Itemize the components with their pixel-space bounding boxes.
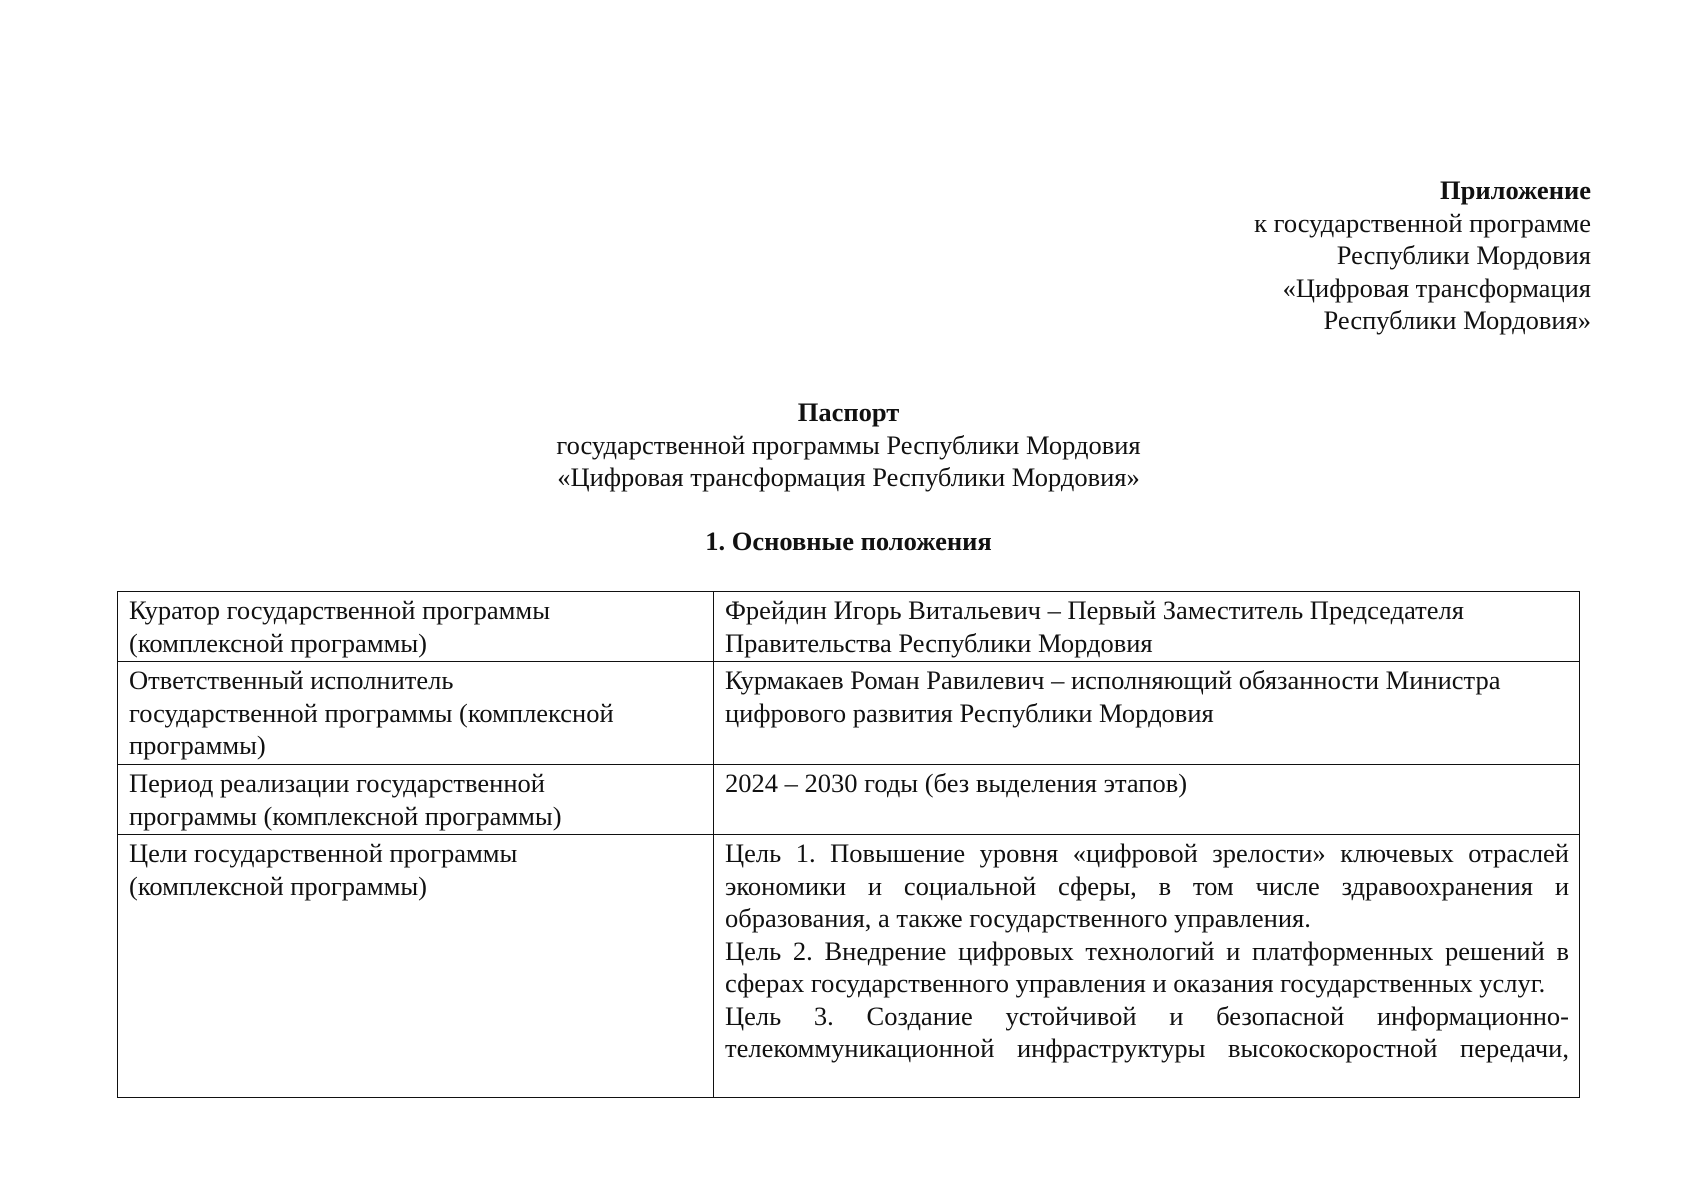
cell-text: (комплексной программы) bbox=[129, 627, 427, 658]
table-row bbox=[118, 662, 1580, 765]
table-row bbox=[118, 592, 1580, 662]
cell-text: программы (комплексной программы) bbox=[129, 800, 562, 831]
cell-text: Цели государственной программы bbox=[129, 838, 518, 868]
table-cell-value bbox=[714, 662, 1580, 765]
cell-text: государственной программы (комплексной bbox=[129, 697, 614, 728]
appendix-line: Республики Мордовия bbox=[1336, 240, 1591, 270]
table-cell-label bbox=[118, 662, 714, 765]
cell-text: цифрового развития Республики Мордовия bbox=[725, 697, 1214, 728]
table-row bbox=[118, 765, 1580, 835]
cell-text: Куратор государственной программы bbox=[129, 595, 551, 625]
passport-subtitle-line: государственной программы Республики Мордовия bbox=[556, 429, 1141, 460]
cell-text: Курмакаев Роман Равилевич – исполняющий обязанности Министра bbox=[725, 665, 1501, 695]
cell-text: Правительства Республики Мордовия bbox=[725, 627, 1153, 658]
table-row bbox=[118, 835, 1580, 1098]
appendix-block bbox=[1254, 174, 1591, 337]
section-heading: 1. Основные положения bbox=[705, 526, 992, 556]
cell-text: программы) bbox=[129, 730, 266, 760]
appendix-line: Республики Мордовия» bbox=[1323, 305, 1591, 335]
appendix-title: Приложение bbox=[1439, 175, 1591, 205]
goal-text: Цель 3. Создание устойчивой и безопасной информационно-телекоммуникационной инфраструктуры высокоскоростной передачи, bbox=[725, 1000, 1569, 1063]
cell-text: Ответственный исполнитель bbox=[129, 665, 454, 695]
table-cell-value bbox=[714, 835, 1580, 1098]
main-provisions-table bbox=[117, 591, 1580, 1098]
table-cell-label bbox=[118, 835, 714, 1098]
goal-text: Цель 2. Внедрение цифровых технологий и платформенных решений в сферах государственного управления и оказания государственных услуг. bbox=[725, 935, 1569, 998]
passport-subtitle-line: «Цифровая трансформация Республики Мордовия» bbox=[557, 462, 1140, 492]
cell-text: (комплексной программы) bbox=[129, 870, 427, 901]
appendix-line: «Цифровая трансформация bbox=[1282, 272, 1591, 303]
table-cell-label bbox=[118, 765, 714, 835]
cell-text: Период реализации государственной bbox=[129, 768, 545, 798]
table-cell-value bbox=[714, 592, 1580, 662]
passport-title-block bbox=[0, 396, 1697, 494]
cell-text: 2024 – 2030 годы (без выделения этапов) bbox=[725, 768, 1188, 798]
goal-text: Цель 1. Повышение уровня «цифровой зрелости» ключевых отраслей экономики и социальной сферы, в том числе здравоохранения и образования, а также государственного управления. bbox=[725, 838, 1569, 933]
table-cell-label bbox=[118, 592, 714, 662]
cell-text: Фрейдин Игорь Витальевич – Первый Заместитель Председателя bbox=[725, 595, 1464, 625]
table-cell-value bbox=[714, 765, 1580, 835]
appendix-line: к государственной программе bbox=[1254, 207, 1591, 238]
passport-title: Паспорт bbox=[797, 397, 900, 427]
